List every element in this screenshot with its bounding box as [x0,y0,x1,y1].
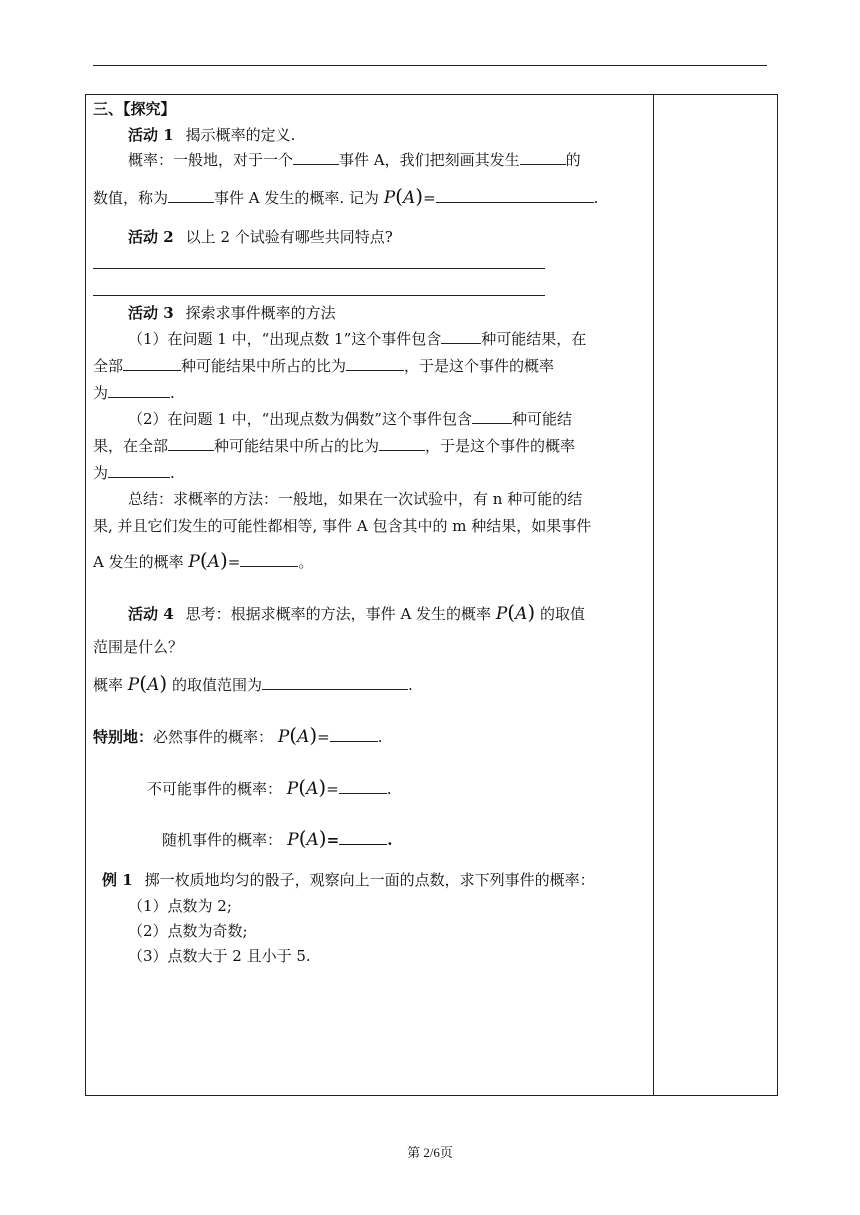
activity2-title: 以上 2 个试验有哪些共同特点? [185,228,393,246]
answer-blank[interactable] [108,463,170,478]
activity1-line1: 概率：一般地，对于一个 事件 A，我们把刻画其发生 的 [128,151,581,169]
section-title: 三、【探究】 [93,100,176,118]
activity1-line2: 数值，称为 事件 A 发生的概率. 记为 P(A)= . [93,184,599,208]
answer-blank[interactable] [346,356,404,371]
example1-text: 掷一枚质地均匀的骰子，观察向上一面的点数，求下列事件的概率： [144,871,595,889]
special-random: 随机事件的概率： P(A)= . [162,826,393,850]
answer-blank[interactable] [520,150,566,165]
activity1-title: 揭示概率的定义. [185,126,296,144]
special-impossible: 不可能事件的概率： P(A)= . [147,775,392,799]
activity3-heading [128,303,336,323]
answer-blank[interactable] [108,383,170,398]
activity2-heading [128,227,393,247]
answer-line[interactable] [93,268,545,269]
activity4-line1: 活动 4 思考：根据求概率的方法，事件 A 发生的概率 P(A) 的取值 [128,600,585,624]
answer-blank[interactable] [339,830,387,845]
math-P-of-A: P(A) [383,184,424,208]
activity4-label: 活动 4 [128,605,174,623]
activity3-q2-line1: （2）在问题 1 中，“出现点数为偶数”这个事件包含 种可能结 [128,410,572,428]
example1-item-2: （2）点数为奇数; [128,922,248,940]
example1-heading [102,870,595,890]
header-rule [93,65,767,66]
activity3-q2-line2: 果，在全部 种可能结果中所占的比为 ，于是这个事件的概率 [93,437,576,455]
math-P-of-A: P(A) [188,548,228,572]
special-label: 特别地： [93,728,154,746]
answer-line[interactable] [93,295,545,296]
math-P-of-A: P(A) [287,826,327,850]
activity3-label: 活动 3 [128,304,174,322]
math-P-of-A: P(A) [495,600,536,624]
answer-blank[interactable] [168,188,214,203]
activity3-title: 探索求事件概率的方法 [185,304,336,322]
answer-blank[interactable] [240,552,298,567]
answer-blank[interactable] [168,436,214,451]
activity3-q1-line1: （1）在问题 1 中，“出现点数 1”这个事件包含 种可能结果，在 [128,330,587,348]
example1-item-1: （1）点数为 2; [128,897,232,915]
answer-blank[interactable] [436,188,594,203]
example1-label: 例 1 [102,871,133,889]
answer-blank[interactable] [330,727,378,742]
example1-item-3: （3）点数大于 2 且小于 5. [128,947,311,965]
answer-blank[interactable] [472,409,512,424]
answer-blank[interactable] [293,150,339,165]
activity2-label: 活动 2 [128,228,174,246]
answer-blank[interactable] [123,356,181,371]
activity3-q1-line3: 为 . [93,384,175,402]
activity4-line2: 范围是什么？ [93,638,184,656]
activity3-summary-line2: 果, 并且它们发生的可能性都相等, 事件 A 包含其中的 m 种结果，如果事件 [93,517,592,535]
table-column-divider [653,94,654,1096]
activity4-line3: 概率 P(A) 的取值范围为 . [93,671,413,695]
math-P-of-A: P(A) [277,723,318,747]
activity3-q1-line2: 全部 种可能结果中所占的比为 ，于是这个事件的概率 [93,357,555,375]
activity1-heading [128,125,295,145]
activity3-q2-line3: 为 . [93,464,175,482]
math-P-of-A: P(A) [286,775,327,799]
activity3-summary-line1: 总结：求概率的方法：一般地，如果在一次试验中，有 n 种可能的结 [128,490,583,508]
activity3-summary-line3: A 发生的概率 P(A)= 。 [93,548,314,572]
answer-blank[interactable] [339,779,387,794]
answer-blank[interactable] [379,436,425,451]
activity1-label: 活动 1 [128,126,174,144]
answer-blank[interactable] [262,675,408,690]
page-number: 第 2/6页 [407,1145,453,1160]
answer-blank[interactable] [441,329,481,344]
math-P-of-A: P(A) [127,671,168,695]
special-certain: 特别地：必然事件的概率： P(A)= . [93,723,383,747]
